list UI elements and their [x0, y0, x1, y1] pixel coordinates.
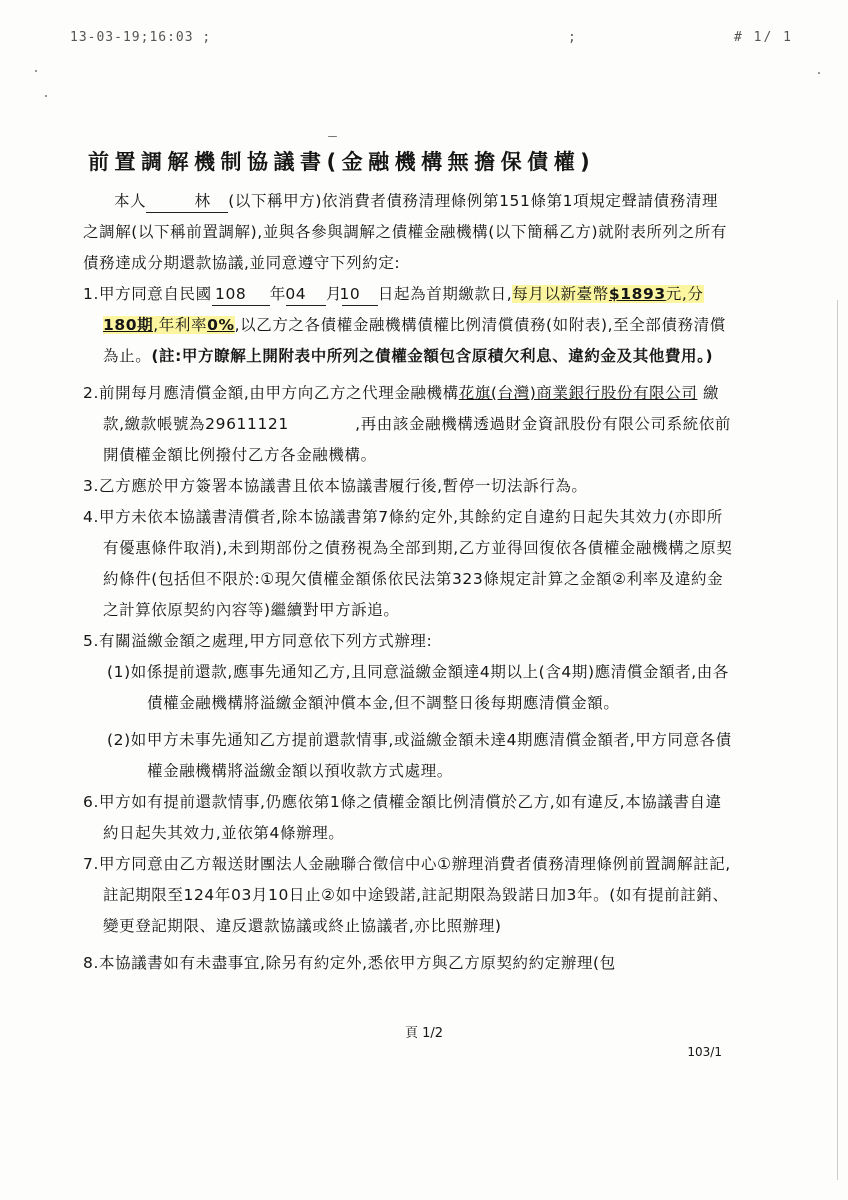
- clause-number: 5.: [83, 632, 99, 650]
- page-footer: 頁 1/2: [404, 1026, 444, 1041]
- clause-number: 6.: [83, 793, 99, 811]
- clause-text: 乙方應於甲方簽署本協議書且依本協議書履行後,暫停一切法訴行為。: [99, 477, 588, 495]
- scan-edge-line: [837, 300, 838, 1180]
- clause-2: [83, 378, 733, 471]
- clause-8: [83, 948, 733, 979]
- highlighted-text: 每月以新臺幣: [512, 285, 609, 303]
- clause-number: 7.: [83, 855, 99, 873]
- clause-7: [83, 849, 733, 942]
- clause-text: 繳款,繳款帳號為: [103, 384, 720, 433]
- fax-separator: ;: [568, 30, 577, 45]
- highlighted-text: ,年利率: [153, 316, 208, 334]
- clause-number: 1.: [83, 285, 99, 303]
- intro-text: (以下稱甲方)依消費者債務清理條例第151條第1項規定聲請債務清理之調解(以下稱前置調解),並與各參與調解之債權金融機構(以下簡稱乙方)就附表所列之所有債務達成分期還款協議,並同意遵守下列約定:: [83, 192, 727, 272]
- clause-number: 4.: [83, 508, 99, 526]
- agreement-body: [83, 186, 733, 979]
- clause-text: 前開每月應清償金額,由甲方向乙方之代理金融機構: [99, 384, 459, 402]
- clause-5: [83, 626, 733, 657]
- clause-3: [83, 471, 733, 502]
- clause-text: 有關溢繳金額之處理,甲方同意依下列方式辦理:: [99, 632, 433, 650]
- scan-speck: [328, 136, 337, 137]
- agent-bank: 花旗(台灣)商業銀行股份有限公司: [458, 384, 698, 402]
- clause-5-sub-2: (2)如甲方未事先通知乙方提前還款情事,或溢繳金額未達4期應清償金額者,甲方同意各債權金融機構將溢繳金額以預收款方式處理。: [107, 731, 732, 780]
- fax-header: 13-03-19;16:03 ;: [70, 30, 212, 45]
- fax-page-number: # 1/ 1: [734, 30, 793, 45]
- clause-text: 年: [269, 285, 286, 303]
- intro-prefix: 本人: [114, 192, 147, 210]
- monthly-amount: $1893: [608, 285, 666, 303]
- document-title: 前置調解機制協議書(金融機構無擔保債權): [88, 150, 596, 174]
- clause-text: 日起為首期繳款日,: [377, 285, 513, 303]
- clause-text: 甲方同意由乙方報送財團法人金融聯合徵信中心①辦理消費者債務清理條例前置調解註記,註記期限至124年03月10日止②如中途毀諾,註記期限為毀諾日加3年。(如有提前註銷、變更登記期限、違反還款協議或終止協議者,亦比照辦理): [99, 855, 731, 935]
- start-year: 108: [212, 283, 270, 306]
- clause-number: 8.: [83, 954, 99, 972]
- clause-number: 3.: [83, 477, 99, 495]
- applicant-name: 林: [146, 190, 228, 213]
- scan-speck: [818, 72, 820, 74]
- interest-rate: 0%: [207, 316, 235, 334]
- clause-text: 甲方如有提前還款情事,仍應依第1條之債權金額比例清償於乙方,如有違反,本協議書自違約日起失其效力,並依第4條辦理。: [99, 793, 722, 842]
- start-day: 10: [342, 283, 378, 306]
- clause-5-sub-1: (1)如係提前還款,應事先通知乙方,且同意溢繳金額達4期以上(含4期)應清償金額者,由各債權金融機構將溢繳金額沖償本金,但不調整日後每期應清償金額。: [107, 663, 729, 712]
- clause-1: [83, 279, 733, 372]
- clause-text: 本協議書如有未盡事宜,除另有約定外,悉依甲方與乙方原契約約定辦理(包: [99, 954, 616, 972]
- clause-text: 甲方同意自民國: [99, 285, 212, 303]
- clause-text: ,以乙方之各債權金融機構債權比例清償債務(如附表),至全部債務清償為止。: [103, 316, 726, 365]
- highlighted-text: 元,分: [665, 285, 704, 303]
- installment-periods: 180期: [103, 316, 154, 334]
- clause-text: 月: [325, 285, 342, 303]
- document-code: 103/1: [687, 1045, 722, 1059]
- scan-speck: [45, 95, 47, 97]
- clause-text: ,再由該金融機構透過財金資訊股份有限公司系統依前開債權金額比例撥付乙方各金融機構。: [103, 415, 732, 464]
- clause-6: [83, 787, 733, 849]
- intro-paragraph: [83, 186, 733, 279]
- clause-4: [83, 502, 733, 626]
- account-number: 29611121: [205, 415, 289, 433]
- start-month: 04: [286, 283, 326, 306]
- scan-speck: [35, 70, 37, 72]
- clause-text: 甲方未依本協議書清償者,除本協議書第7條約定外,其餘約定自違約日起失其效力(亦即所有優惠條件取消),未到期部份之債務視為全部到期,乙方並得回復依各債權金融機構之原契約條件(包括但不限於:①現欠債權金額係依民法第323條規定計算之金額②利率及違約金之計算依原契約內容等)繼續對甲方訴追。: [99, 508, 733, 619]
- clause-number: 2.: [83, 384, 99, 402]
- clause-note: (註:甲方瞭解上開附表中所列之債權金額包含原積欠利息、違約金及其他費用。): [151, 347, 714, 365]
